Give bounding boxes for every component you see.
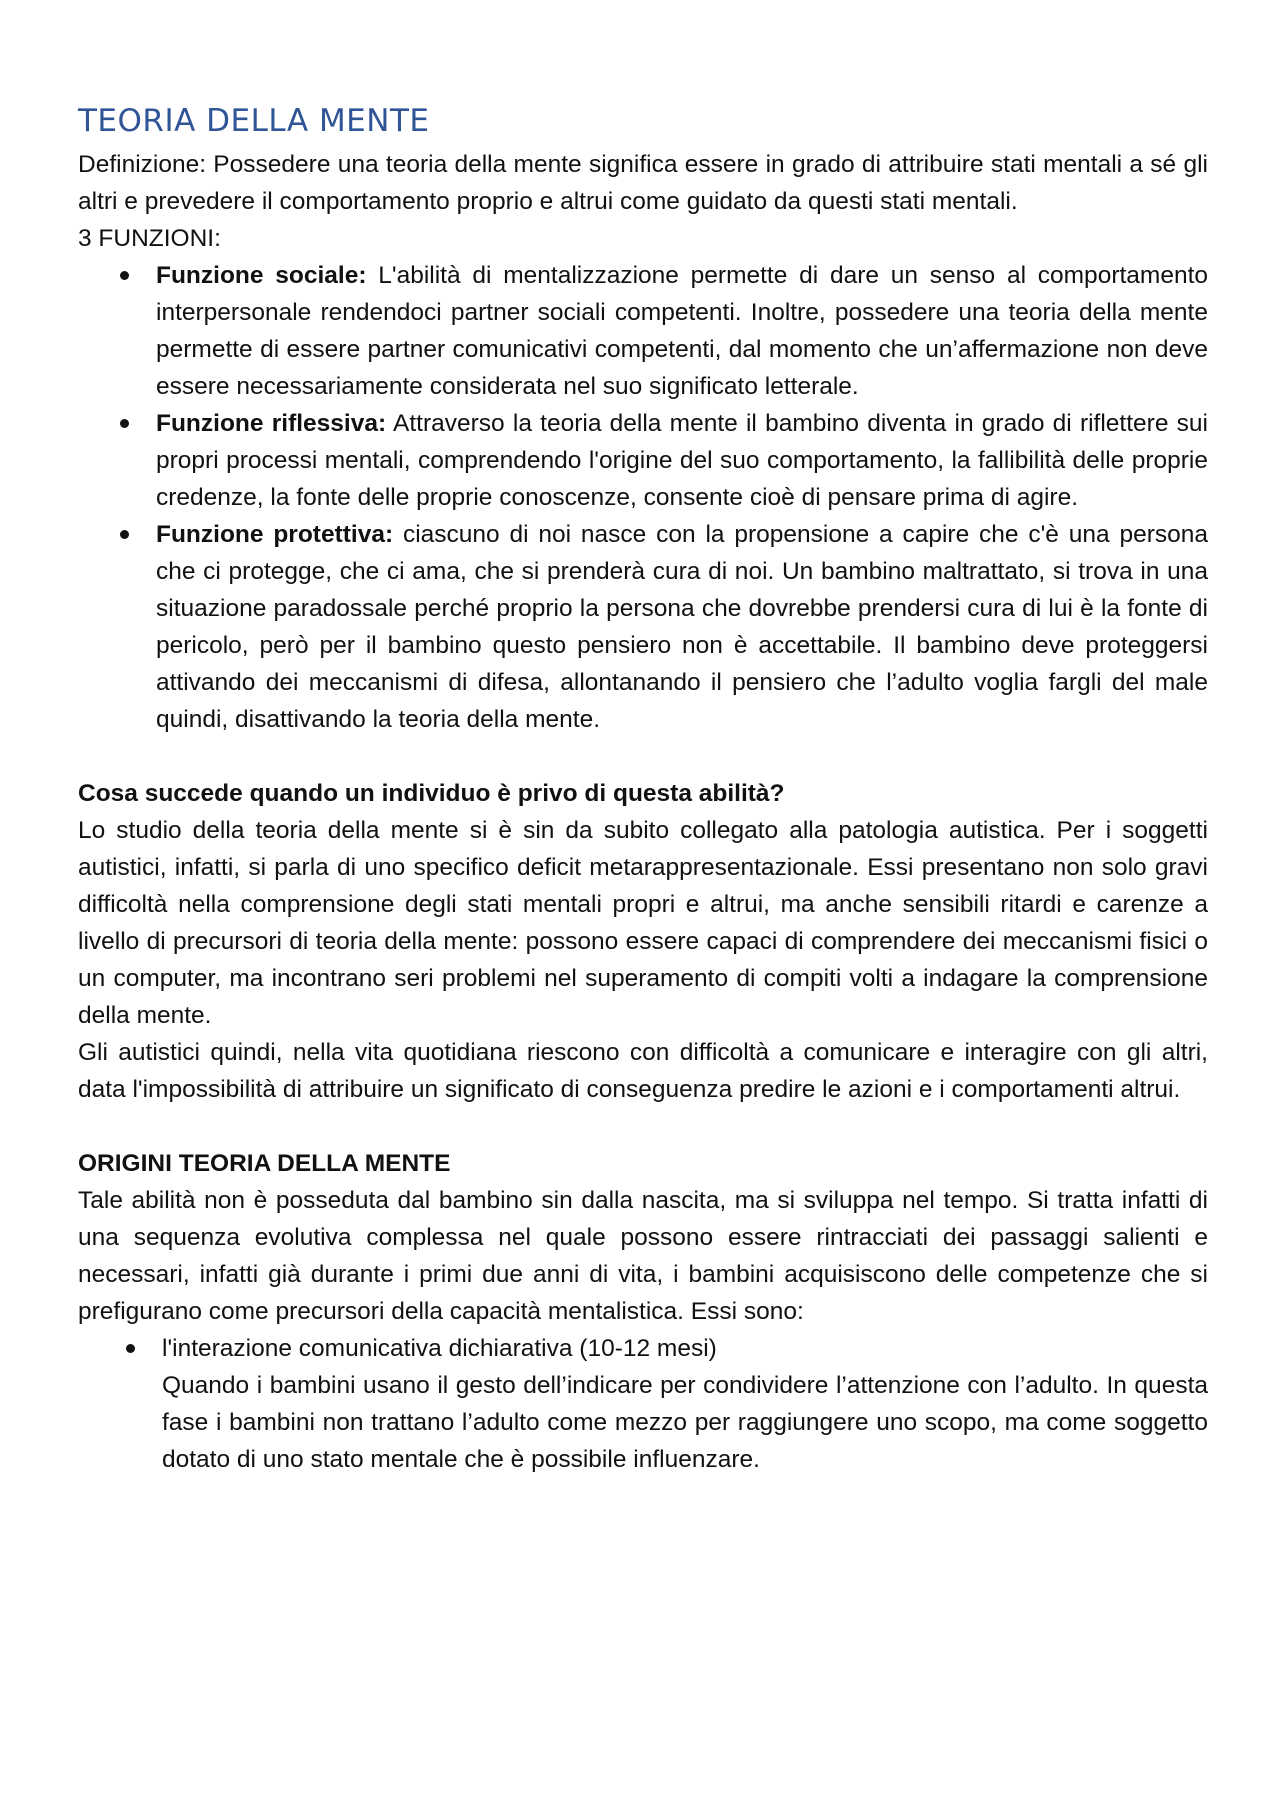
spacer — [78, 1108, 1208, 1145]
spacer — [78, 738, 1208, 775]
document-title: TEORIA DELLA MENTE — [78, 103, 430, 139]
function-item-protettiva — [156, 516, 1208, 738]
function-text: ciascuno di noi nasce con la propensione a capire che c'è una persona che ci protegge, che ci ama, che si prenderà cura di noi. Un bambino maltrattato, si trova in una situazione paradossale perché proprio la persona che dovrebbe prendersi cura di lui è la fonte di pericolo, però per il bambino questo pensiero non è accettabile. Il bambino deve proteggersi attivando dei meccanismi di difesa, allontanando il pensiero che l’adulto voglia fargli del male quindi, disattivando la teoria della mente. — [156, 521, 1208, 733]
bullet-icon — [120, 271, 129, 280]
precursor-description: Quando i bambini usano il gesto dell’indicare per condividere l’attenzione con l’adulto. In questa fase i bambini non trattano l’adulto come mezzo per raggiungere uno scopo, ma come soggetto dotato di uno stato mentale che è possibile influenzare. — [162, 1372, 1208, 1473]
precursor-item — [162, 1330, 1208, 1478]
precursor-list — [78, 1330, 1208, 1478]
precursor-title: l'interazione comunicativa dichiarativa (10-12 mesi) — [162, 1335, 717, 1362]
function-text: Attraverso la teoria della mente il bambino diventa in grado di riflettere sui propri processi mentali, comprendendo l'origine del suo comportamento, la fallibilità delle proprie credenze, la fonte delle proprie conoscenze, consente cioè di pensare prima di agire. — [156, 410, 1208, 511]
function-text: L'abilità di mentalizzazione permette di dare un senso al comportamento interpersonale rendendoci partner sociali competenti. Inoltre, possedere una teoria della mente permette di essere partner comunicativi competenti, dal momento che un’affermazione non deve essere necessariamente considerata nel suo significato letterale. — [156, 262, 1208, 400]
function-label: Funzione riflessiva: — [156, 410, 387, 437]
function-item-sociale — [156, 257, 1208, 405]
function-label: Funzione sociale: — [156, 262, 367, 289]
functions-heading: 3 FUNZIONI: — [78, 225, 221, 252]
bullet-icon — [120, 419, 129, 428]
section-heading-origini: ORIGINI TEORIA DELLA MENTE — [78, 1150, 451, 1177]
bullet-icon — [126, 1344, 135, 1353]
functions-list — [78, 257, 1208, 738]
deficit-paragraph-1: Lo studio della teoria della mente si è sin da subito collegato alla patologia autistica. Per i soggetti autistici, infatti, si parla di uno specifico deficit metarappresentazionale. Essi presentano non solo gravi difficoltà nella comprensione degli stati mentali propri e altrui, ma anche sensibili ritardi e carenze a livello di precursori di teoria della mente: possono essere capaci di comprendere dei meccanismi fisici o un computer, ma incontrano seri problemi nel superamento di compiti volti a indagare la comprensione della mente. — [78, 817, 1208, 1029]
definition-paragraph: Definizione: Possedere una teoria della mente significa essere in grado di attribuire stati mentali a sé gli altri e prevedere il comportamento proprio e altrui come guidato da questi stati mentali. — [78, 151, 1208, 215]
function-label: Funzione protettiva: — [156, 521, 394, 548]
deficit-paragraph-2: Gli autistici quindi, nella vita quotidiana riescono con difficoltà a comunicare e interagire con gli altri, data l'impossibilità di attribuire un significato di conseguenza predire le azioni e i comportamenti altrui. — [78, 1039, 1208, 1103]
bullet-icon — [120, 530, 129, 539]
function-item-riflessiva — [156, 405, 1208, 516]
section-heading-deficit: Cosa succede quando un individuo è privo di questa abilità? — [78, 780, 785, 807]
origini-paragraph: Tale abilità non è posseduta dal bambino sin dalla nascita, ma si sviluppa nel tempo. Si tratta infatti di una sequenza evolutiva complessa nel quale possono essere rintracciati dei passaggi salienti e necessari, infatti già durante i primi due anni di vita, i bambini acquisiscono delle competenze che si prefigurano come precursori della capacità mentalistica. Essi sono: — [78, 1187, 1208, 1325]
